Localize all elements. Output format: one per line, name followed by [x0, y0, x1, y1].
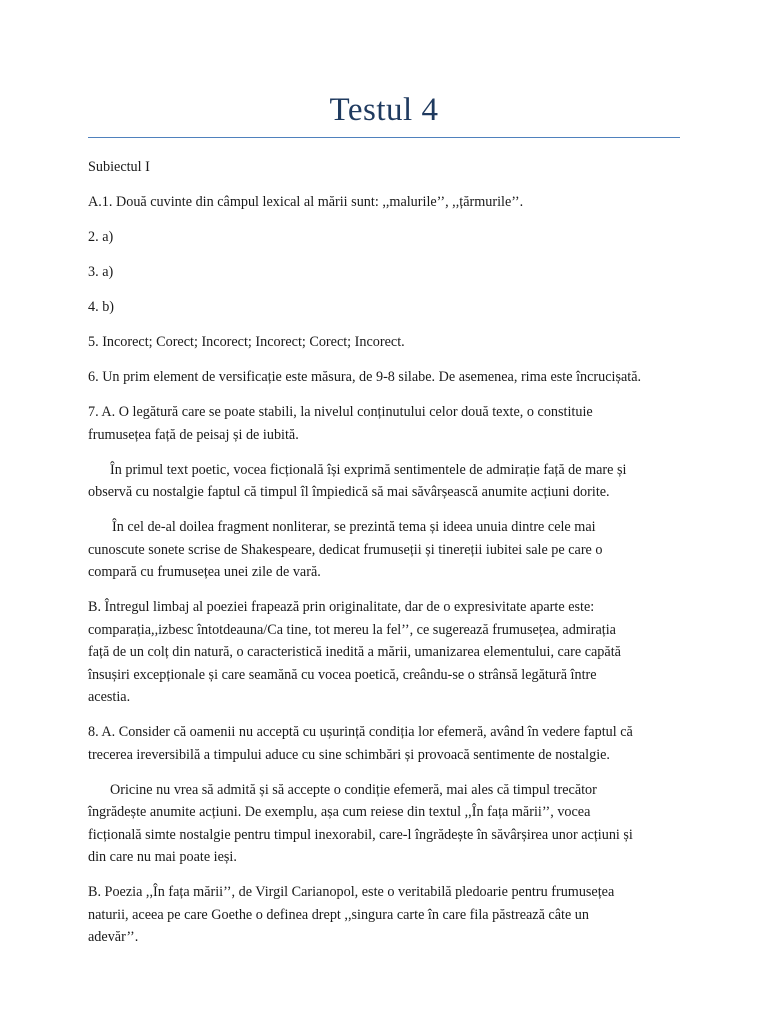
- paragraph-line: 3. a): [88, 264, 114, 280]
- paragraph: [88, 331, 682, 354]
- paragraph-line: frumusețea față de peisaj și de iubită.: [88, 426, 299, 443]
- paragraph-line: 8. A. Consider că oamenii nu acceptă cu ușurință condiția lor efemeră, având în vedere faptul că: [88, 724, 633, 740]
- paragraph: [88, 721, 682, 766]
- paragraph-line: B. Poezia ,,În fața mării’’, de Virgil Carianopol, este o veritabilă pledoarie pentru frumusețea: [88, 884, 615, 900]
- paragraph-line: comparația,,izbesc întotdeauna/Ca tine, tot mereu la fel’’, ce sugerează frumusețea, admirația: [88, 621, 616, 638]
- paragraph-line: B. Întregul limbaj al poeziei frapează prin originalitate, dar de o expresivitate aparte este:: [88, 599, 595, 615]
- paragraph: [88, 401, 682, 446]
- paragraph: [88, 881, 682, 949]
- paragraph-line: acestia.: [88, 689, 131, 705]
- paragraph: [88, 296, 682, 319]
- paragraph-line: cunoscute sonete scrise de Shakespeare, dedicat frumuseții și tinereții iubitei sale pe care o: [88, 541, 603, 558]
- title-underline: [88, 137, 680, 138]
- paragraph-line: În cel de-al doilea fragment nonliterar, se prezintă tema și ideea unuia dintre cele mai: [112, 519, 596, 535]
- paragraph-line: naturii, aceea pe care Goethe o definea drept ,,singura carte în care fila păstrează câte un: [88, 906, 589, 923]
- paragraph-line: 7. A. O legătură care se poate stabili, la nivelul conținutului celor două texte, o constituie: [88, 404, 593, 420]
- paragraph-line: compară cu frumusețea unei zile de vară.: [88, 564, 321, 580]
- paragraph: [88, 156, 682, 179]
- paragraph-line: A.1. Două cuvinte din câmpul lexical al mării sunt: ,,malurile’’, ,,țărmurile’’.: [88, 194, 524, 210]
- paragraph-line: observă cu nostalgie faptul că timpul îl împiedică să mai săvârșească anumite acțiuni dorite.: [88, 484, 610, 500]
- paragraph: [88, 596, 682, 709]
- paragraph-line: 5. Incorect; Corect; Incorect; Incorect; Corect; Incorect.: [88, 334, 405, 350]
- paragraph-line: 6. Un prim element de versificație este măsura, de 9-8 silabe. De asemenea, rima este încrucișată.: [88, 369, 642, 385]
- paragraph: [88, 261, 682, 284]
- paragraph: [88, 459, 682, 504]
- paragraph-line: ficțională simte nostalgie pentru timpul inexorabil, care-l îngrădește în săvârșirea unor acțiuni și: [88, 826, 633, 843]
- paragraph-line: 2. a): [88, 229, 114, 245]
- paragraph-line: 4. b): [88, 299, 115, 315]
- paragraph-line: din care nu mai poate ieși.: [88, 849, 237, 865]
- paragraph: [88, 516, 682, 584]
- paragraph-line: îngrădește anumite acțiuni. De exemplu, așa cum reiese din textul ,,În fața mării’’, vocea: [88, 804, 591, 820]
- paragraph-line: față de un colț din natură, o caracteristică inedită a mării, umanizarea elementului, care capătă: [88, 644, 621, 660]
- paragraph-line: adevăr’’.: [88, 929, 139, 945]
- paragraph-line: În primul text poetic, vocea ficțională își exprimă sentimentele de admirație față de mare și: [110, 461, 627, 478]
- document-body: [88, 156, 682, 961]
- paragraph-line: însușiri excepționale și care seamănă cu vocea poetică, creându-se o strânsă legătură între: [88, 666, 597, 683]
- paragraph-line: Oricine nu vrea să admită și să accepte o condiție efemeră, mai ales că timpul trecător: [110, 781, 597, 798]
- document-title: Testul 4: [329, 92, 439, 128]
- paragraph: [88, 779, 682, 869]
- paragraph: [88, 191, 682, 214]
- paragraph: [88, 366, 682, 389]
- paragraph-line: Subiectul I: [88, 159, 150, 175]
- paragraph: [88, 226, 682, 249]
- paragraph-line: trecerea ireversibilă a timpului aduce cu sine schimbări și provoacă sentimente de nostalgie.: [88, 746, 610, 763]
